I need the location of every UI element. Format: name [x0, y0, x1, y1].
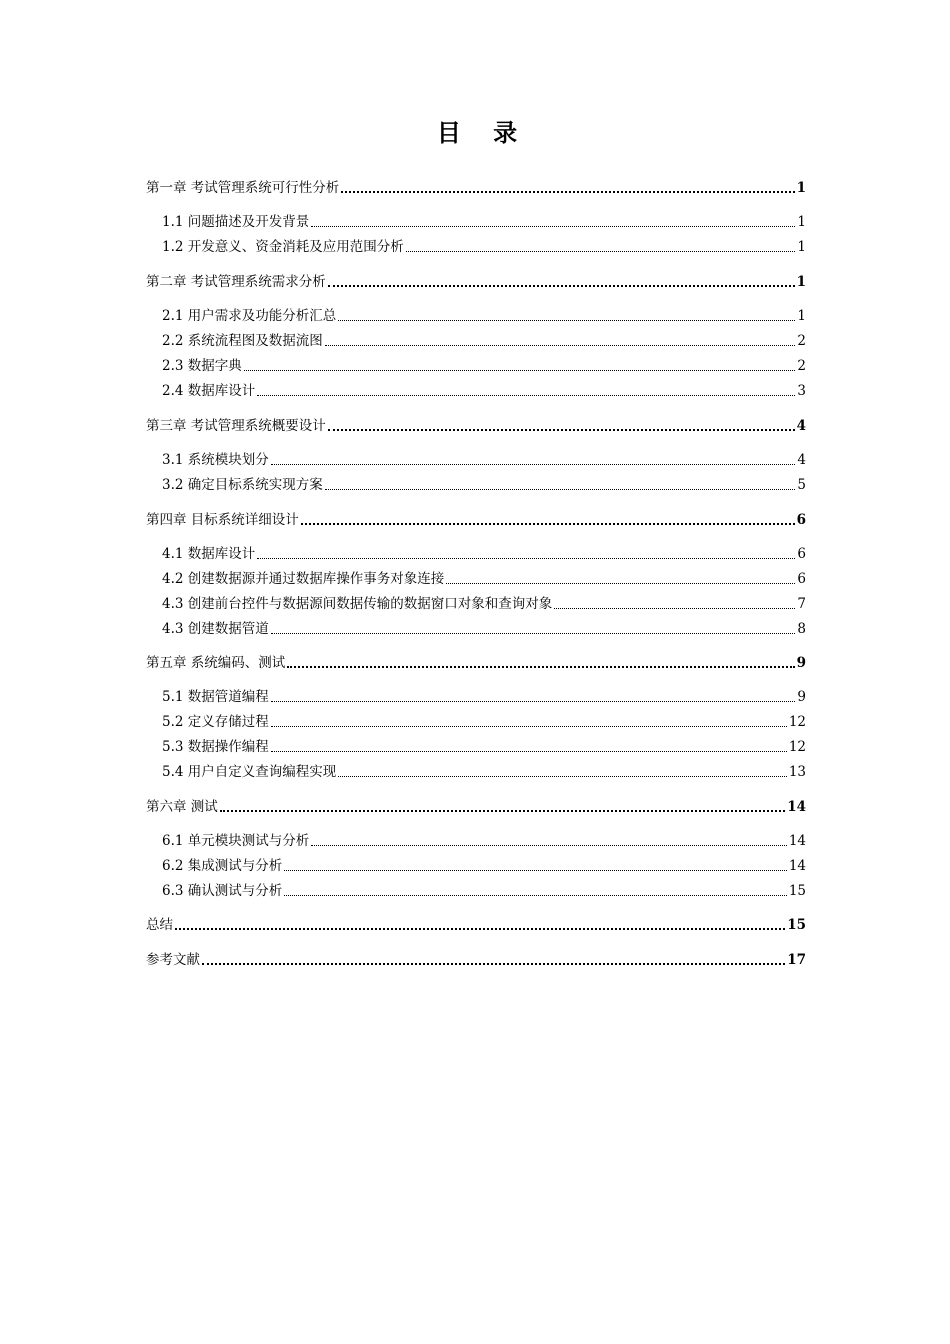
toc-section-entry[interactable] [162, 450, 806, 470]
toc-dot-leader [311, 844, 787, 846]
toc-chapter-entry[interactable] [146, 416, 806, 436]
toc-chapter-entry[interactable] [146, 272, 806, 292]
toc-section-entry[interactable] [162, 237, 806, 257]
toc-dot-leader [341, 190, 794, 193]
toc-entry-label: 5.3 数据操作编程 [162, 739, 269, 755]
toc-entry-label: 1.1 问题描述及开发背景 [162, 214, 310, 230]
toc-entry-label: 2.4 数据库设计 [162, 383, 256, 399]
toc-page-number: 14 [788, 858, 806, 874]
toc-page-number: 1 [797, 214, 806, 230]
toc-dot-leader [257, 394, 795, 396]
toc-dot-leader [325, 488, 796, 490]
toc-page-number: 5 [797, 477, 806, 493]
toc-section-entry[interactable] [162, 594, 806, 614]
toc-page-number: 6 [796, 512, 806, 528]
toc-entry-label: 参考文献 [146, 952, 200, 968]
toc-entry-label: 4.3 创建前台控件与数据源间数据传输的数据窗口对象和查询对象 [162, 596, 553, 612]
toc-page-number: 7 [797, 596, 806, 612]
toc-section-entry[interactable] [162, 856, 806, 876]
toc-chapter-entry[interactable] [146, 797, 806, 817]
toc-entry-label: 1.2 开发意义、资金消耗及应用范围分析 [162, 239, 404, 255]
toc-dot-leader [311, 225, 795, 227]
toc-entry-label: 4.3 创建数据管道 [162, 621, 269, 637]
toc-dot-leader [284, 869, 787, 871]
toc-entry-label: 6.1 单元模块测试与分析 [162, 833, 310, 849]
toc-entry-label: 3.1 系统模块划分 [162, 452, 269, 468]
toc-section-entry[interactable] [162, 356, 806, 376]
toc-entry-label: 第二章 考试管理系统需求分析 [146, 274, 326, 290]
toc-dot-leader [257, 557, 795, 559]
toc-section-entry[interactable] [162, 569, 806, 589]
toc-dot-leader [244, 369, 796, 371]
toc-page-number: 8 [797, 621, 806, 637]
toc-entry-label: 总结 [146, 917, 173, 933]
toc-section-entry[interactable] [162, 737, 806, 757]
toc-entry-label: 第三章 考试管理系统概要设计 [146, 418, 326, 434]
toc-dot-leader [338, 775, 787, 777]
toc-page-number: 12 [788, 714, 806, 730]
toc-section-entry[interactable] [162, 381, 806, 401]
toc-dot-leader [406, 250, 796, 252]
toc-dot-leader [202, 962, 785, 965]
toc-page-number: 9 [797, 689, 806, 705]
toc-section-entry[interactable] [162, 712, 806, 732]
toc-page-number: 1 [797, 239, 806, 255]
toc-dot-leader [328, 284, 795, 287]
toc-page-number: 4 [797, 452, 806, 468]
toc-page-number: 3 [797, 383, 806, 399]
toc-dot-leader [554, 607, 795, 609]
toc-entry-label: 第一章 考试管理系统可行性分析 [146, 180, 340, 196]
toc-chapter-entry[interactable] [146, 510, 806, 530]
toc-entry-label: 4.1 数据库设计 [162, 546, 256, 562]
toc-chapter-entry[interactable] [146, 178, 806, 198]
toc-section-entry[interactable] [162, 544, 806, 564]
toc-entry-label: 6.3 确认测试与分析 [162, 883, 283, 899]
toc-page-number: 1 [796, 274, 806, 290]
toc-dot-leader [271, 725, 787, 727]
toc-entry-label: 2.3 数据字典 [162, 358, 242, 374]
toc-page-number: 1 [797, 308, 806, 324]
toc-section-entry[interactable] [162, 331, 806, 351]
toc-page-number: 6 [797, 546, 806, 562]
toc-dot-leader [325, 344, 796, 346]
toc-entry-label: 5.2 定义存储过程 [162, 714, 269, 730]
toc-entry-label: 第六章 测试 [146, 799, 218, 815]
toc-entry-label: 3.2 确定目标系统实现方案 [162, 477, 323, 493]
page-title: 目 录 [436, 119, 530, 147]
toc-section-entry[interactable] [162, 762, 806, 782]
toc-section-entry[interactable] [162, 306, 806, 326]
toc-page-number: 4 [796, 418, 806, 434]
toc-entry-label: 第四章 目标系统详细设计 [146, 512, 299, 528]
toc-page-number: 14 [788, 833, 806, 849]
toc-section-entry[interactable] [162, 475, 806, 495]
toc-page-number: 13 [788, 764, 806, 780]
toc-dot-leader [328, 428, 795, 431]
toc-entry-label: 2.2 系统流程图及数据流图 [162, 333, 323, 349]
toc-section-entry[interactable] [162, 619, 806, 639]
toc-dot-leader [271, 463, 796, 465]
toc-page-number: 9 [796, 655, 806, 671]
toc-chapter-entry[interactable] [146, 915, 806, 935]
toc-page-number: 1 [796, 180, 806, 196]
toc-dot-leader [338, 319, 795, 321]
toc-page-number: 14 [787, 799, 806, 815]
toc-entry-label: 4.2 创建数据源并通过数据库操作事务对象连接 [162, 571, 445, 587]
toc-dot-leader [271, 700, 796, 702]
toc-page-number: 2 [797, 333, 806, 349]
toc-page-number: 2 [797, 358, 806, 374]
toc-dot-leader [301, 522, 795, 525]
toc-page-number: 12 [788, 739, 806, 755]
toc-dot-leader [284, 894, 787, 896]
toc-dot-leader [175, 927, 785, 930]
toc-page-number: 17 [787, 952, 806, 968]
toc-dot-leader [446, 582, 795, 584]
toc-entry-label: 第五章 系统编码、测试 [146, 655, 286, 671]
toc-dot-leader [287, 665, 794, 668]
toc-section-entry[interactable] [162, 212, 806, 232]
toc-dot-leader [220, 809, 785, 812]
toc-entry-label: 6.2 集成测试与分析 [162, 858, 283, 874]
toc-chapter-entry[interactable] [146, 653, 806, 673]
toc-dot-leader [271, 632, 796, 634]
toc-entry-label: 5.1 数据管道编程 [162, 689, 269, 705]
toc-section-entry[interactable] [162, 881, 806, 901]
toc-page-number: 6 [797, 571, 806, 587]
toc-dot-leader [271, 750, 787, 752]
toc-page-number: 15 [787, 917, 806, 933]
toc-chapter-entry[interactable] [146, 950, 806, 970]
toc-entry-label: 5.4 用户自定义查询编程实现 [162, 764, 337, 780]
toc-page-number: 15 [788, 883, 806, 899]
toc-section-entry[interactable] [162, 687, 806, 707]
toc-section-entry[interactable] [162, 831, 806, 851]
toc-entry-label: 2.1 用户需求及功能分析汇总 [162, 308, 337, 324]
